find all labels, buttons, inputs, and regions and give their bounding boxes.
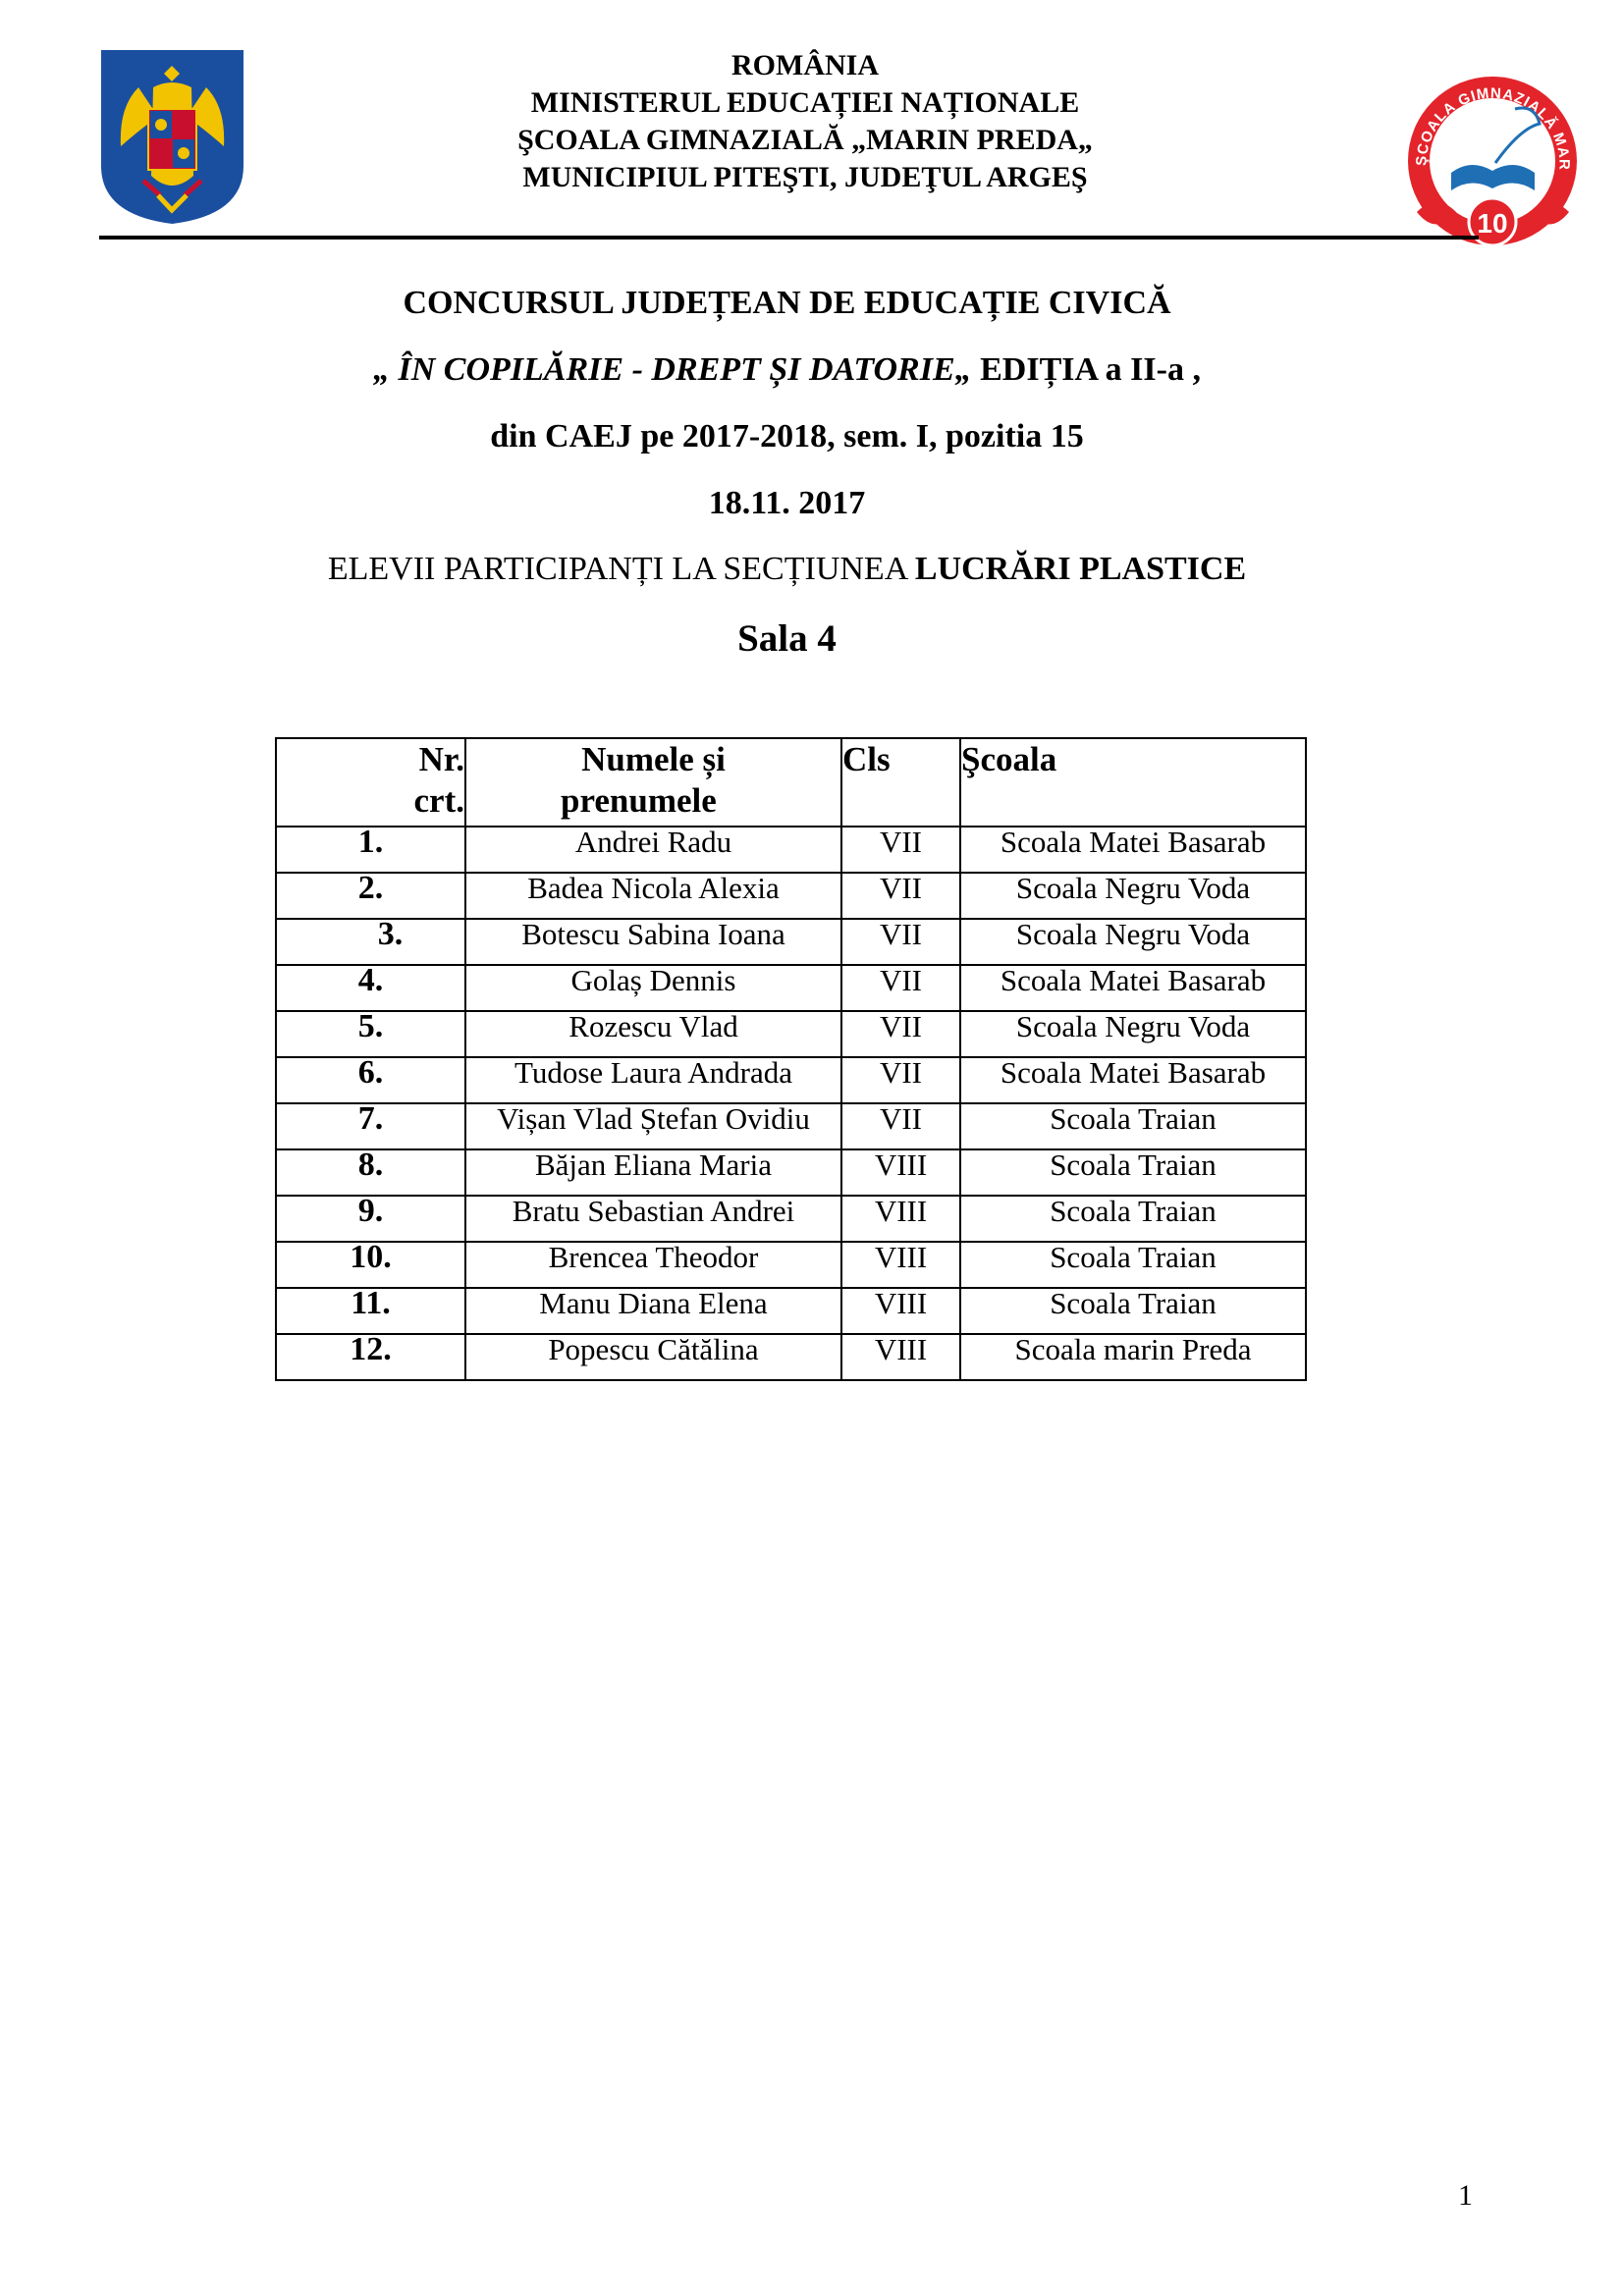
row-number-text: 7. (357, 1100, 384, 1137)
table-row (276, 873, 1306, 919)
student-name: Golaș Dennis (465, 965, 841, 1011)
row-number-text: 11. (351, 1285, 391, 1321)
row-number-text: 4. (357, 962, 384, 998)
student-school: Scoala Traian (960, 1242, 1306, 1288)
student-name: Andrei Radu (465, 827, 841, 873)
contest-date: 18.11. 2017 (708, 485, 866, 521)
row-number (276, 1100, 465, 1149)
row-number (276, 1193, 465, 1242)
row-number-text: 3. (377, 916, 404, 952)
edition-name: „ ÎN COPILĂRIE - DREPT ȘI DATORIE„ (373, 351, 972, 388)
header-name-line2: prenumele (561, 781, 717, 820)
caej-position: din CAEJ pe 2017-2018, sem. I, pozitia 15 (490, 418, 1084, 454)
student-class: VII (841, 1057, 960, 1103)
section-name: LUCRĂRI PLASTICE (914, 551, 1247, 587)
row-number (276, 1054, 465, 1103)
table-row (276, 1242, 1306, 1288)
page-number: 1 (1458, 2179, 1473, 2212)
row-number (276, 1331, 465, 1380)
header-ministry: MINISTERUL EDUCAȚIEI NAȚIONALE (530, 86, 1080, 119)
student-school: Scoala marin Preda (960, 1334, 1306, 1380)
table-row (276, 1011, 1306, 1057)
row-number (276, 1239, 465, 1288)
student-class: VII (841, 1103, 960, 1149)
student-class: VII (841, 919, 960, 965)
logo-badge-number: 10 (1477, 208, 1508, 239)
edition-number: EDIȚIA a II-a , (971, 351, 1201, 388)
student-school: Scoala Traian (960, 1288, 1306, 1334)
header-school: ŞCOALA GIMNAZIALĂ „MARIN PREDA„ (517, 124, 1093, 156)
table-row (276, 965, 1306, 1011)
student-class: VIII (841, 1288, 960, 1334)
student-school: Scoala Traian (960, 1149, 1306, 1196)
table-row (276, 919, 1306, 965)
row-number (276, 916, 465, 965)
student-class: VII (841, 965, 960, 1011)
header-nr (276, 738, 465, 827)
student-class: VIII (841, 1242, 960, 1288)
row-number-text: 5. (357, 1008, 384, 1044)
student-school: Scoala Matei Basarab (960, 965, 1306, 1011)
header-name (465, 738, 841, 827)
row-number-text: 10. (350, 1239, 392, 1275)
row-number (276, 824, 465, 873)
section-prefix: ELEVII PARTICIPANȚI LA SECȚIUNEA (327, 551, 915, 587)
student-name: Tudose Laura Andrada (465, 1057, 841, 1103)
row-number-text: 8. (357, 1147, 384, 1183)
student-school: Scoala Negru Voda (960, 873, 1306, 919)
row-number-text: 2. (357, 870, 384, 906)
student-school: Scoala Negru Voda (960, 1011, 1306, 1057)
header-cls: Cls (841, 738, 960, 827)
header-block (295, 47, 1316, 196)
student-class: VIII (841, 1196, 960, 1242)
student-school: Scoala Matei Basarab (960, 827, 1306, 873)
header-name-line1: Numele și (581, 740, 726, 778)
logo-ring-text: ŞCOALA GIMNAZIALĂ MAR (1413, 84, 1573, 171)
table-row (276, 1103, 1306, 1149)
header-municipality: MUNICIPIUL PITEŞTI, JUDEŢUL ARGEŞ (522, 161, 1088, 193)
student-school: Scoala Matei Basarab (960, 1057, 1306, 1103)
student-name: Popescu Cătălina (465, 1334, 841, 1380)
student-name: Rozescu Vlad (465, 1011, 841, 1057)
student-name: Vișan Vlad Ștefan Ovidiu (465, 1103, 841, 1149)
table-row (276, 1057, 1306, 1103)
row-number (276, 962, 465, 1011)
header-divider (99, 236, 1479, 240)
header-school: Şcoala (960, 738, 1306, 827)
student-school: Scoala Negru Voda (960, 919, 1306, 965)
table-row (276, 1288, 1306, 1334)
row-number-text: 9. (357, 1193, 384, 1229)
room-title: Sala 4 (737, 617, 837, 660)
student-class: VII (841, 873, 960, 919)
section-title (147, 551, 1427, 588)
row-number (276, 1285, 465, 1334)
student-class: VIII (841, 1149, 960, 1196)
table-body (276, 824, 1306, 1380)
student-school: Scoala Traian (960, 1196, 1306, 1242)
student-school: Scoala Traian (960, 1103, 1306, 1149)
row-number (276, 1149, 465, 1196)
coat-of-arms-romania (99, 48, 245, 226)
header-country: ROMÂNIA (731, 49, 879, 81)
student-name: Badea Nicola Alexia (465, 873, 841, 919)
row-number (276, 870, 465, 919)
student-class: VII (841, 827, 960, 873)
student-class: VII (841, 1011, 960, 1057)
table-row (276, 1149, 1306, 1196)
row-number-text: 1. (357, 824, 384, 860)
header-nr-line1: Nr. (418, 740, 464, 778)
student-name: Băjan Eliana Maria (465, 1149, 841, 1196)
table-row (276, 827, 1306, 873)
row-number-text: 6. (357, 1054, 384, 1091)
participants-table (275, 737, 1307, 1381)
student-name: Brencea Theodor (465, 1242, 841, 1288)
school-logo (1397, 65, 1589, 261)
edition-title (147, 351, 1427, 389)
table-header-row (276, 738, 1306, 827)
student-name: Bratu Sebastian Andrei (465, 1196, 841, 1242)
table-row (276, 1196, 1306, 1242)
student-name: Botescu Sabina Ioana (465, 919, 841, 965)
contest-title: CONCURSUL JUDEȚEAN DE EDUCAȚIE CIVICĂ (403, 285, 1171, 321)
header-nr-line2: crt. (413, 781, 464, 820)
table-row (276, 1334, 1306, 1380)
student-name: Manu Diana Elena (465, 1288, 841, 1334)
row-number-text: 12. (350, 1331, 392, 1367)
student-class: VIII (841, 1334, 960, 1380)
row-number (276, 1008, 465, 1057)
